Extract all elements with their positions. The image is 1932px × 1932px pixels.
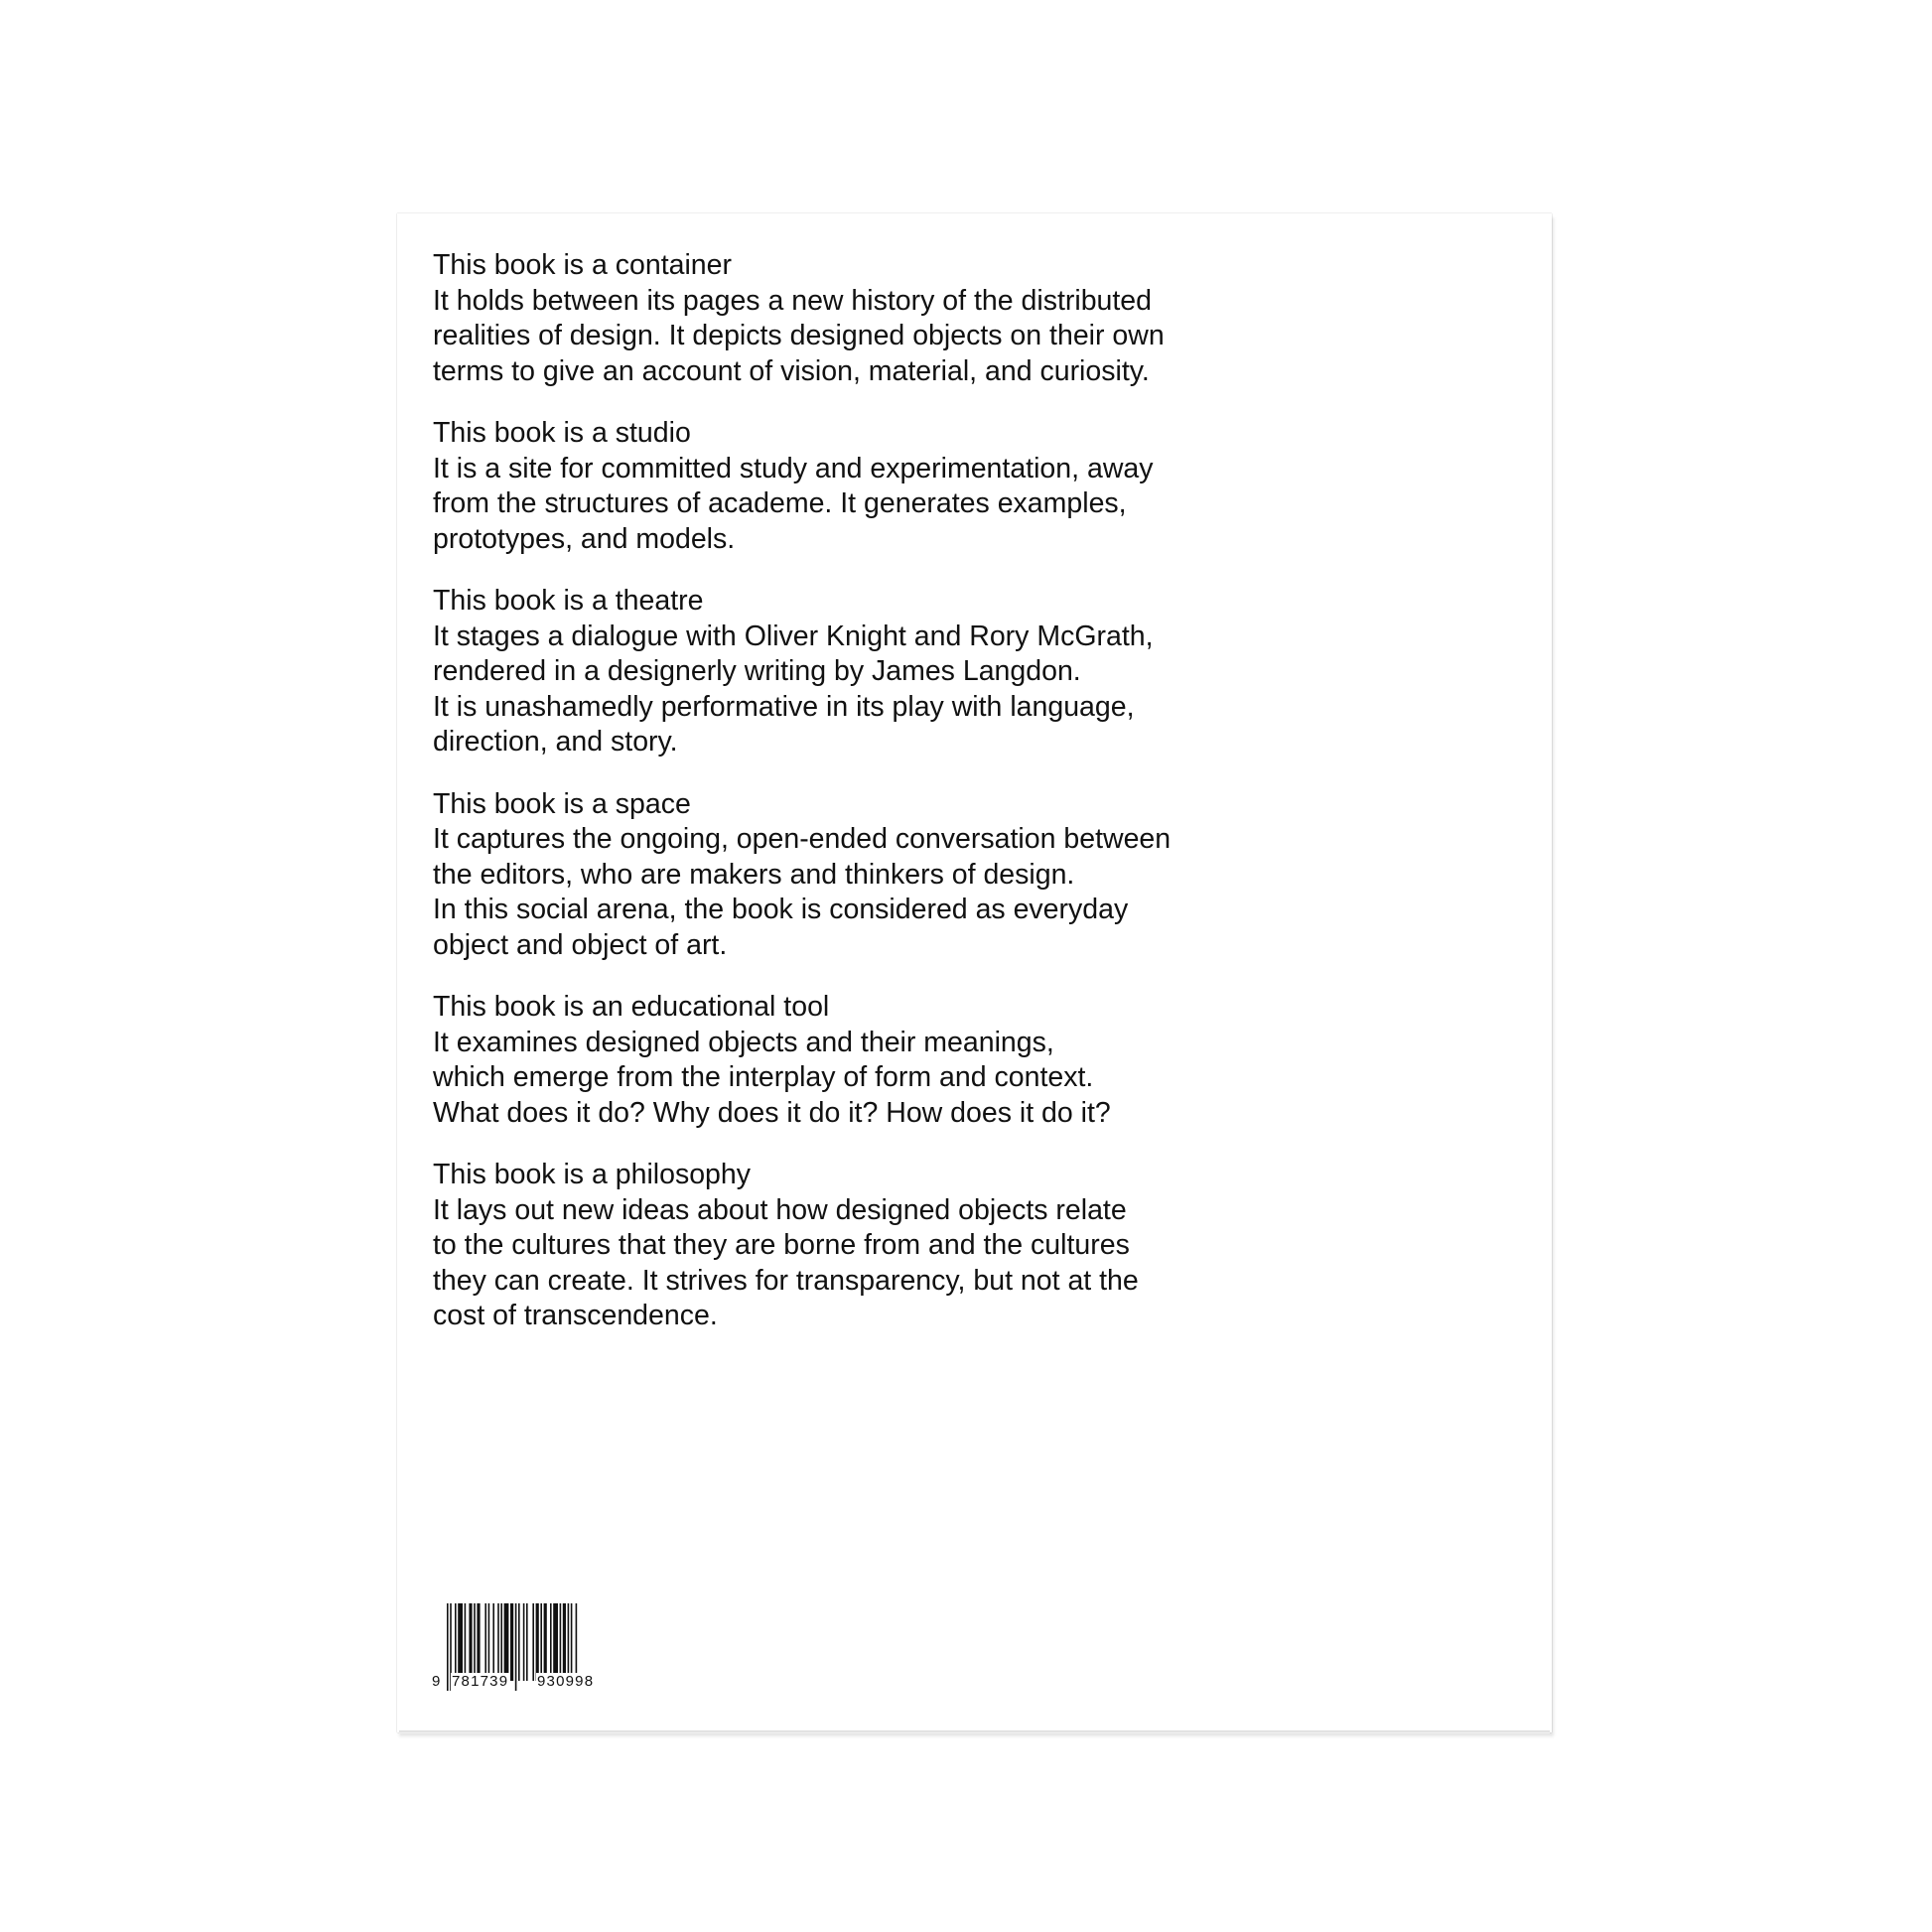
barcode-bar: [492, 1603, 494, 1681]
barcode-bar: [488, 1603, 490, 1681]
section-educational-tool: [433, 990, 1326, 1131]
section-line: It is unashamedly performative in its play with language,: [433, 690, 1135, 723]
barcode-left-digits: 781739: [452, 1673, 509, 1690]
barcode-bar: [500, 1603, 502, 1681]
barcode-bar: [568, 1603, 570, 1681]
section-line: It is a site for committed study and experimentation, away: [433, 452, 1154, 484]
book-bottom-edge: [399, 1730, 1550, 1733]
section-line: direction, and story.: [433, 726, 678, 758]
section-heading: This book is an educational tool: [433, 991, 830, 1023]
barcode-bar: [526, 1603, 528, 1681]
section-line: the editors, who are makers and thinkers of design.: [433, 858, 1075, 891]
barcode-bar: [474, 1603, 476, 1681]
section-heading: This book is a studio: [433, 417, 691, 449]
section-philosophy: [433, 1158, 1326, 1334]
blurb-text: [433, 248, 1326, 1361]
section-studio: [433, 416, 1326, 557]
section-line: It lays out new ideas about how designed objects relate: [433, 1193, 1127, 1226]
barcode-bar: [536, 1603, 539, 1681]
barcode-bar: [510, 1603, 513, 1681]
section-line: It stages a dialogue with Oliver Knight and Rory McGrath,: [433, 620, 1154, 652]
barcode-bar: [447, 1603, 449, 1691]
barcode-bar: [455, 1603, 457, 1681]
section-line: which emerge from the interplay of form and context.: [433, 1061, 1094, 1093]
barcode-bar: [518, 1603, 520, 1681]
barcode-bar: [544, 1603, 547, 1681]
section-line: object and object of art.: [433, 928, 728, 961]
isbn-barcode: [433, 1603, 612, 1697]
barcode-bar: [497, 1603, 499, 1681]
barcode-bar: [553, 1603, 558, 1681]
section-line: prototypes, and models.: [433, 522, 736, 555]
section-line: to the cultures that they are borne from and the cultures: [433, 1229, 1130, 1261]
section-container: [433, 248, 1326, 389]
section-line: terms to give an account of vision, material, and curiosity.: [433, 354, 1150, 387]
section-line: What does it do? Why does it do it? How does it do it?: [433, 1096, 1111, 1129]
barcode-bar: [469, 1603, 472, 1681]
section-heading: This book is a space: [433, 787, 691, 820]
barcode-bar: [560, 1603, 562, 1681]
barcode-bar: [523, 1603, 525, 1681]
barcode-bar: [515, 1603, 517, 1691]
section-line: It holds between its pages a new history of the distributed: [433, 284, 1153, 317]
barcode-bar: [484, 1603, 486, 1681]
barcode-bar: [465, 1603, 467, 1681]
barcode-bar: [458, 1603, 463, 1681]
barcode-bar: [550, 1603, 552, 1681]
section-line: In this social arena, the book is considered as everyday: [433, 894, 1129, 925]
barcode-right-digits: 930998: [537, 1673, 595, 1690]
section-heading: This book is a container: [433, 249, 732, 281]
section-line: cost of transcendence.: [433, 1300, 718, 1331]
section-line: realities of design. It depicts designed objects on their own: [433, 320, 1165, 351]
section-line: It captures the ongoing, open-ended conversation between: [433, 823, 1172, 855]
barcode-bar: [563, 1603, 566, 1681]
section-heading: This book is a philosophy: [433, 1159, 752, 1190]
section-line: from the structures of academe. It generates examples,: [433, 487, 1127, 519]
barcode-bar: [571, 1603, 573, 1681]
section-line: they can create. It strives for transparency, but not at the: [433, 1264, 1139, 1297]
section-space: [433, 787, 1326, 964]
barcode-bar: [532, 1603, 534, 1681]
section-line: rendered in a designerly writing by James Langdon.: [433, 655, 1081, 687]
barcode-prefix-digit: 9: [432, 1673, 442, 1690]
section-theatre: [433, 584, 1326, 760]
section-line: It examines designed objects and their meanings,: [433, 1026, 1054, 1058]
section-heading: This book is a theatre: [433, 585, 704, 617]
barcode-bar: [504, 1603, 509, 1681]
barcode-bar: [477, 1603, 480, 1681]
barcode-bar: [540, 1603, 542, 1681]
